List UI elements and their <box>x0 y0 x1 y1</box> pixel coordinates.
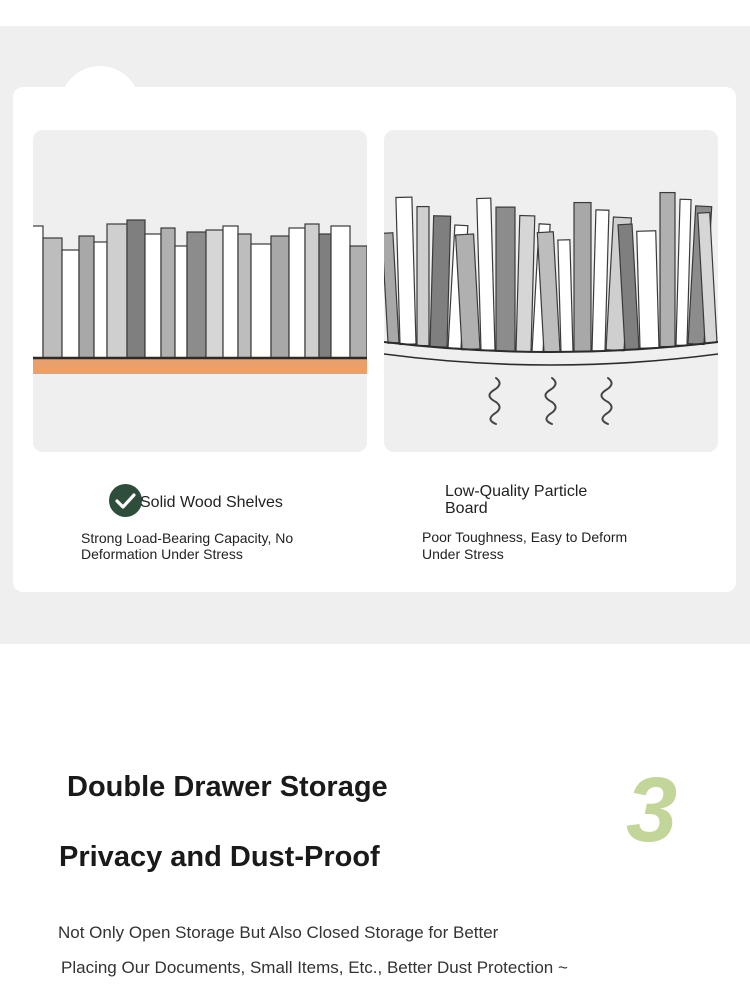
deformation-squiggle <box>545 378 555 424</box>
feature-body-line1: Not Only Open Storage But Also Closed Storage for Better <box>58 923 499 942</box>
book <box>62 250 79 358</box>
book <box>238 234 251 358</box>
book <box>319 234 331 358</box>
deformation-squiggle <box>601 378 611 424</box>
book <box>175 246 187 358</box>
feature-body-line2: Placing Our Documents, Small Items, Etc., Better Dust Protection ~ <box>61 958 568 977</box>
book <box>33 226 43 358</box>
deformation-squiggle <box>489 378 499 424</box>
book <box>43 238 62 358</box>
solid-wood-description-line1: Strong Load-Bearing Capacity, No <box>81 530 294 546</box>
particle-board-description-line2: Under Stress <box>422 546 504 562</box>
feature-heading-primary: Double Drawer Storage <box>67 771 388 803</box>
book <box>396 197 416 344</box>
bookshelf-straight-icon <box>33 130 367 452</box>
book <box>496 207 515 351</box>
book <box>206 230 223 358</box>
book <box>107 224 127 358</box>
particle-board-title-line2: Board <box>445 500 488 517</box>
shelf-bottom-edge <box>384 354 718 365</box>
particle-board-illustration <box>384 130 718 452</box>
book <box>350 246 367 358</box>
solid-wood-illustration <box>33 130 367 452</box>
solid-wood-title: Solid Wood Shelves <box>140 494 283 511</box>
book <box>127 220 145 358</box>
book <box>305 224 319 358</box>
book <box>574 203 591 352</box>
bookshelf-bent-icon <box>384 130 718 452</box>
book <box>94 242 107 358</box>
book <box>592 210 609 351</box>
book <box>477 198 495 350</box>
book <box>516 216 535 352</box>
book <box>289 228 305 358</box>
book <box>660 193 675 347</box>
book <box>79 236 94 358</box>
check-circle-icon <box>109 484 142 517</box>
solid-wood-description-line2: Deformation Under Stress <box>81 546 243 562</box>
particle-board-title-line1: Low-Quality Particle <box>445 483 588 500</box>
book <box>145 234 161 358</box>
book <box>223 226 238 358</box>
book <box>331 226 350 358</box>
feature-heading-secondary: Privacy and Dust-Proof <box>59 841 380 873</box>
book <box>430 216 451 347</box>
feature-number: 3 <box>626 759 678 861</box>
book <box>271 236 289 358</box>
book <box>187 232 206 358</box>
book <box>417 207 429 346</box>
book <box>251 244 271 358</box>
book <box>384 233 399 343</box>
particle-board-description-line1: Poor Toughness, Easy to Deform <box>422 529 628 545</box>
book <box>637 231 659 348</box>
wooden-shelf <box>33 358 367 374</box>
book <box>161 228 175 358</box>
book <box>558 240 573 352</box>
